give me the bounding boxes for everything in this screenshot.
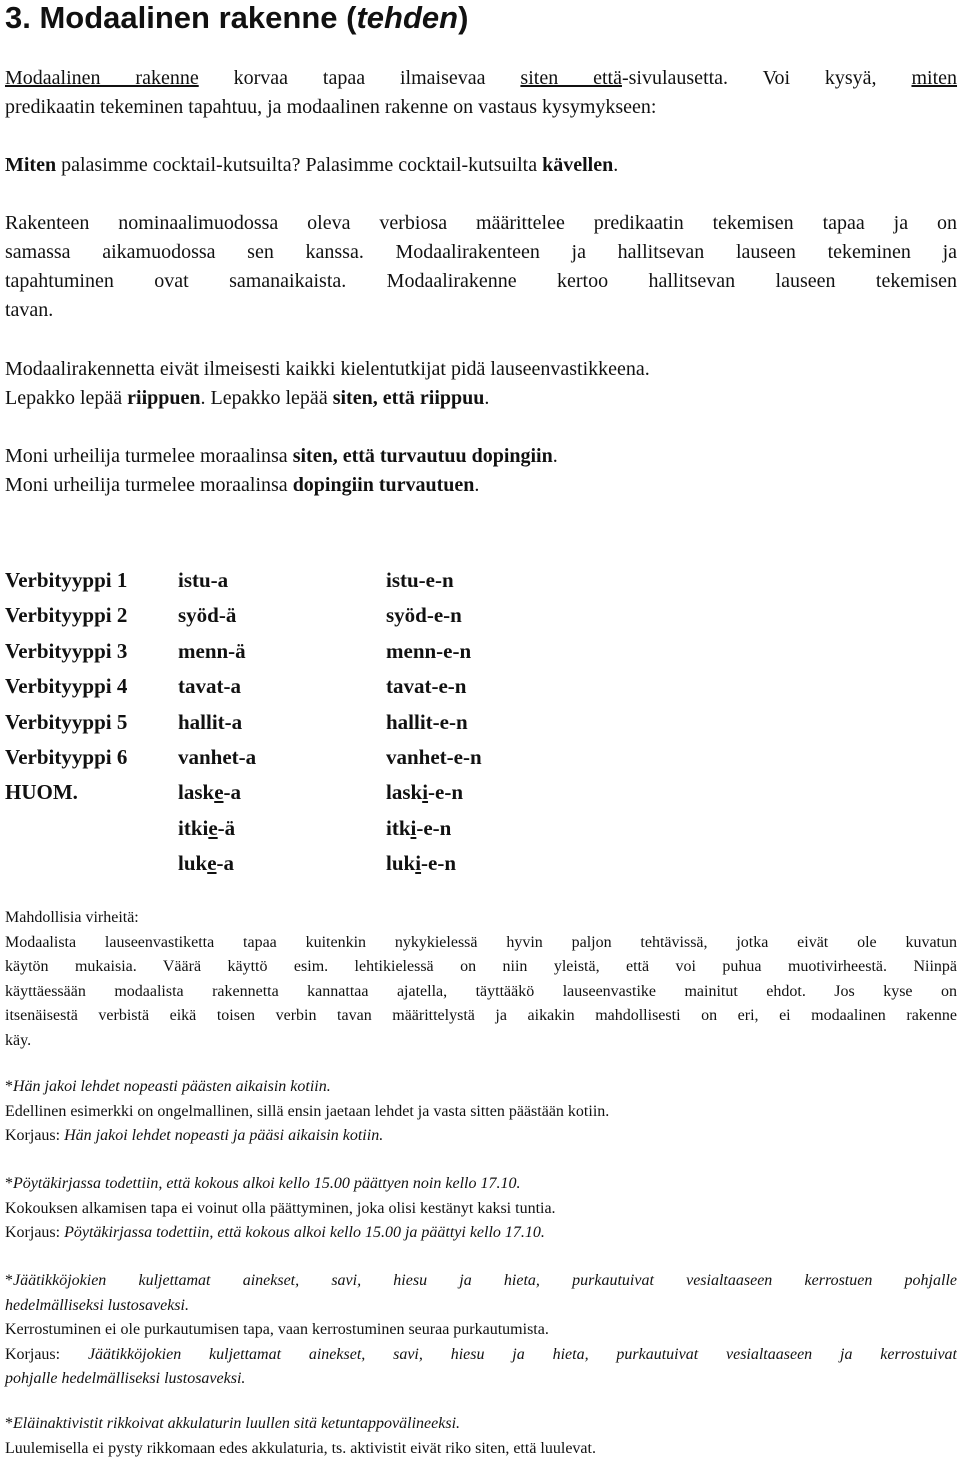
text-segment: Edellinen esimerkki on ongelmallinen, sillä ensin jaetaan lehdet ja vasta sitten päästään kotiin.: [5, 1102, 610, 1120]
text-segment: pohjalle hedelmälliseksi lustosaveksi.: [5, 1370, 246, 1387]
text-segment: e: [214, 780, 224, 805]
intro-line: predikaatin tekeminen tapahtuu, ja modaalinen rakenne on vastaus kysymykseen:: [5, 96, 657, 118]
text-segment: siten että: [520, 67, 622, 89]
text-segment: *: [5, 1078, 13, 1095]
text-segment: i: [415, 851, 422, 876]
text-segment: itki: [178, 815, 209, 840]
text-segment: luk: [178, 851, 208, 876]
text-line: [178, 775, 241, 810]
text-segment: Kerrostuminen ei ole purkautumisen tapa, vaan kerrostuminen seuraa purkautumista.: [5, 1321, 549, 1338]
text-segment: hallit-e-n: [386, 709, 468, 734]
text-segment: korvaa tapaa ilmaisevaa: [198, 67, 521, 89]
text-segment: Pöytäkirjassa todettiin, että kokous alkoi kello 15.00 ja päättyi kello 17.10.: [64, 1224, 545, 1241]
text-segment: .: [474, 474, 480, 496]
text-segment: i: [422, 780, 429, 805]
text-line: [5, 1269, 957, 1294]
text-segment: syöd-e-n: [386, 603, 462, 628]
text-line: [5, 1221, 957, 1246]
text-segment: .: [552, 445, 558, 467]
text-segment: Jäätikköjokien kuljettamat ainekset, savi, hiesu ja hieta, purkautuivat vesialtaaseen kerrostuen pohjalle: [13, 1272, 957, 1289]
text-line: [5, 1343, 957, 1368]
text-line: [386, 846, 456, 881]
text-segment: luk: [386, 851, 416, 876]
text-segment: Luulemisella ei pysty rikkomaan edes akkulaturia, ts. aktivistit eivät riko siten, että luulevat.: [5, 1439, 596, 1457]
error-example-1: [5, 1075, 957, 1149]
text-segment: siten, että turvautuu dopingiin: [292, 445, 553, 467]
text-segment: *: [5, 1415, 13, 1432]
text-segment: Modaalirakennetta eivät ilmeisesti kaikki kielentutkijat pidä lauseenvastikkeena.: [5, 358, 650, 380]
heading-text-end: ): [458, 0, 469, 35]
text-line: [5, 471, 957, 500]
text-segment: .: [484, 387, 490, 409]
text-line: [178, 846, 234, 881]
note-paragraph: [5, 355, 957, 413]
text-line: [5, 442, 957, 471]
intro-line: [5, 64, 957, 93]
text-segment: Rakenteen nominaalimuodossa oleva verbiosa määrittelee predikaatin tekemisen tapaa ja on: [5, 212, 957, 234]
text-line: [178, 811, 235, 846]
text-segment: Moni urheilija turmelee moraalinsa: [5, 445, 293, 467]
text-segment: Modaalinen rakenne: [5, 67, 199, 89]
text-segment: Pöytäkirjassa todettiin, että kokous alkoi kello 15.00 päättyen noin kello 17.10.: [13, 1175, 521, 1192]
explanation-paragraph: [5, 209, 957, 325]
text-segment: Korjaus:: [5, 1345, 88, 1363]
text-segment: *: [5, 1175, 13, 1192]
example-sentence: [5, 151, 957, 180]
text-segment: samassa aikamuodossa sen kanssa. Modaalirakenteen ja hallitsevan lauseen tekeminen ja: [5, 241, 957, 263]
text-segment: lask: [178, 780, 215, 805]
text-segment: . Lepakko lepää: [200, 387, 333, 409]
text-segment: dopingiin turvautuen: [292, 474, 475, 496]
text-line: [5, 1412, 957, 1437]
text-segment: Modaalista lauseenvastiketta tapaa kuitenkin nykykielessä hyvin paljon tehtävissä, jotka eivät ole kuvatun: [5, 933, 957, 951]
text-segment: -a: [223, 780, 242, 805]
errors-title: Mahdollisia virheitä:: [5, 909, 139, 926]
text-segment: menn-ä: [178, 638, 246, 663]
text-segment: e: [207, 851, 217, 876]
heading-text: 3. Modaalinen rakenne (: [5, 0, 357, 35]
error-example-2: [5, 1172, 957, 1246]
text-segment: tavan.: [5, 299, 54, 321]
text-segment: vanhet-e-n: [386, 744, 482, 769]
error-example-3: [5, 1269, 957, 1392]
error-example-4: [5, 1412, 957, 1461]
text-segment: syöd-ä: [178, 603, 237, 628]
text-segment: -sivulausetta. Voi kysyä,: [621, 67, 912, 89]
text-line: [5, 1075, 957, 1100]
text-segment: siten, että riippuu: [332, 387, 485, 409]
text-segment: -a: [216, 851, 235, 876]
text-segment: Verbityyppi 2: [5, 603, 128, 628]
text-line: [5, 384, 957, 413]
text-segment: -e-n: [421, 851, 457, 876]
text-line: [5, 151, 957, 180]
text-segment: kävellen: [542, 154, 614, 176]
text-segment: i: [410, 815, 417, 840]
text-segment: käy.: [5, 1031, 32, 1049]
text-segment: Verbityyppi 1: [5, 568, 128, 592]
text-segment: hallit-a: [178, 709, 243, 734]
text-segment: .: [613, 154, 619, 176]
text-segment: Lepakko lepää: [5, 387, 128, 409]
text-segment: Miten: [5, 154, 57, 176]
text-segment: -ä: [217, 815, 236, 840]
intro-paragraph: [5, 64, 957, 122]
heading-italic-text: tehden: [356, 0, 459, 35]
text-segment: HUOM.: [5, 780, 78, 805]
text-segment: miten: [911, 67, 958, 89]
example-paragraph: [5, 442, 957, 500]
text-line: [386, 811, 451, 846]
text-segment: Korjaus:: [5, 1127, 65, 1144]
text-segment: istu-a: [178, 568, 229, 592]
text-segment: tapahtuminen ovat samanaikaista. Modaalirakenne kertoo hallitsevan lauseen tekemisen: [5, 270, 957, 292]
text-segment: Jäätikköjokien kuljettamat ainekset, savi, hiesu ja hieta, purkautuivat vesialtaaseen ja kerrostuivat: [87, 1345, 957, 1363]
text-segment: palasimme cocktail-kutsuilta? Palasimme cocktail-kutsuilta: [56, 154, 543, 176]
text-segment: Hän jakoi lehdet nopeasti päästen aikaisin kotiin.: [13, 1078, 331, 1095]
text-segment: *: [5, 1272, 13, 1289]
text-segment: Verbityyppi 6: [5, 744, 128, 769]
text-segment: käytön mukaisia. Väärä käyttö esim. lehtikielessä on niin yleistä, että voi puhua muotivirheestä. Niinpä: [5, 958, 957, 975]
text-segment: riippuen: [127, 387, 201, 409]
text-segment: itsenäisestä verbistä eikä toisen verbin tavan määrittelystä ja aikakin mahdollisesti on eri, ei modaalinen rakenne: [5, 1007, 957, 1024]
text-segment: tavat-e-n: [386, 674, 467, 699]
text-segment: istu-e-n: [386, 568, 454, 592]
text-segment: Verbityyppi 3: [5, 638, 128, 663]
text-segment: käyttäessään modaalista rakennetta kannattaa ajatella, täyttääkö lauseenvastike mainitut ehdot. Jos kyse on: [5, 982, 957, 1000]
text-segment: -e-n: [428, 780, 464, 805]
text-line: [386, 775, 463, 810]
text-segment: e: [208, 815, 218, 840]
text-segment: itk: [386, 815, 411, 840]
section-heading: [5, 0, 468, 36]
text-segment: hedelmälliseksi lustosaveksi.: [5, 1296, 189, 1314]
text-line: [5, 1172, 957, 1197]
text-segment: vanhet-a: [178, 744, 257, 769]
text-segment: Korjaus:: [5, 1224, 65, 1241]
text-segment: Moni urheilija turmelee moraalinsa: [5, 474, 293, 496]
text-segment: tavat-a: [178, 674, 241, 699]
text-segment: Hän jakoi lehdet nopeasti ja pääsi aikaisin kotiin.: [64, 1127, 384, 1144]
text-line: [5, 1124, 957, 1149]
text-segment: -e-n: [416, 815, 452, 840]
text-segment: Kokouksen alkamisen tapa ei voinut olla päättyminen, joka olisi kestänyt kaksi tuntia.: [5, 1199, 556, 1217]
text-segment: Eläinaktivistit rikkoivat akkulaturin luullen sitä ketuntappovälineeksi.: [13, 1415, 461, 1432]
text-segment: Verbityyppi 4: [5, 674, 128, 699]
text-segment: menn-e-n: [386, 638, 472, 663]
text-segment: Verbityyppi 5: [5, 709, 128, 734]
errors-section: [5, 906, 957, 1053]
text-segment: lask: [386, 780, 423, 805]
